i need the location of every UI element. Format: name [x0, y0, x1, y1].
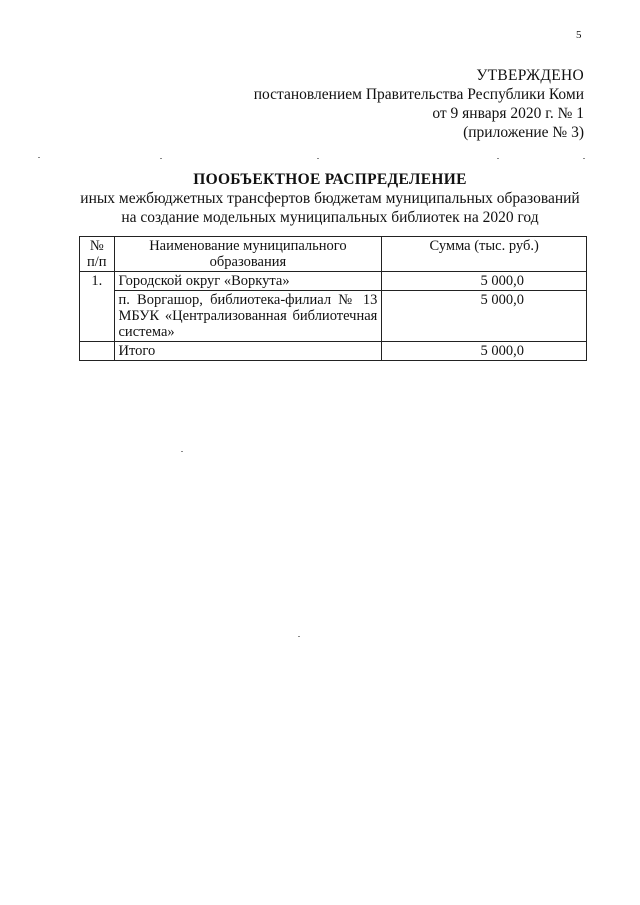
scan-speck: [38, 157, 40, 158]
total-sum: 5 000,0: [382, 342, 587, 361]
table-row: [80, 272, 587, 291]
page-number: 5: [576, 29, 582, 41]
approval-line-2: от 9 января 2020 г. № 1: [432, 105, 584, 122]
scan-speck: [497, 158, 499, 159]
document-subtitle-line-1: иных межбюджетных трансфертов бюджетам муниципальных образований: [80, 190, 580, 207]
scan-speck: [298, 636, 300, 637]
header-number: № п/п: [80, 237, 115, 272]
total-label: Итого: [114, 342, 382, 361]
document-heading: [60, 170, 600, 227]
approval-line-1: постановлением Правительства Республики Коми: [253, 86, 584, 103]
approval-line-3: (приложение № 3): [463, 124, 584, 141]
table-row: [80, 291, 587, 342]
row-sum: 5 000,0: [382, 272, 587, 291]
table-header-row: [80, 237, 587, 272]
approval-block: [254, 66, 584, 142]
header-sum: Сумма (тыс. руб.): [382, 237, 587, 272]
row-number: 1.: [80, 272, 115, 342]
header-name: Наименование муниципального образования: [114, 237, 382, 272]
row-name: п. Воргашор, библиотека-филиал № 13 МБУК «Централизованная библиотечная система»: [114, 291, 382, 342]
document-subtitle-line-2: на создание модельных муниципальных библиотек на 2020 год: [121, 209, 539, 226]
scan-speck: [160, 158, 162, 159]
total-number: [80, 342, 115, 361]
allocation-table: [79, 236, 587, 361]
row-name: Городской округ «Воркута»: [114, 272, 382, 291]
table-total-row: [80, 342, 587, 361]
scan-speck: [181, 451, 183, 452]
approval-title: УТВЕРЖДЕНО: [476, 67, 584, 84]
scan-speck: [583, 158, 585, 159]
scan-speck: [317, 158, 319, 159]
document-title: ПООБЪЕКТНОЕ РАСПРЕДЕЛЕНИЕ: [193, 171, 467, 188]
row-sum: 5 000,0: [382, 291, 587, 342]
